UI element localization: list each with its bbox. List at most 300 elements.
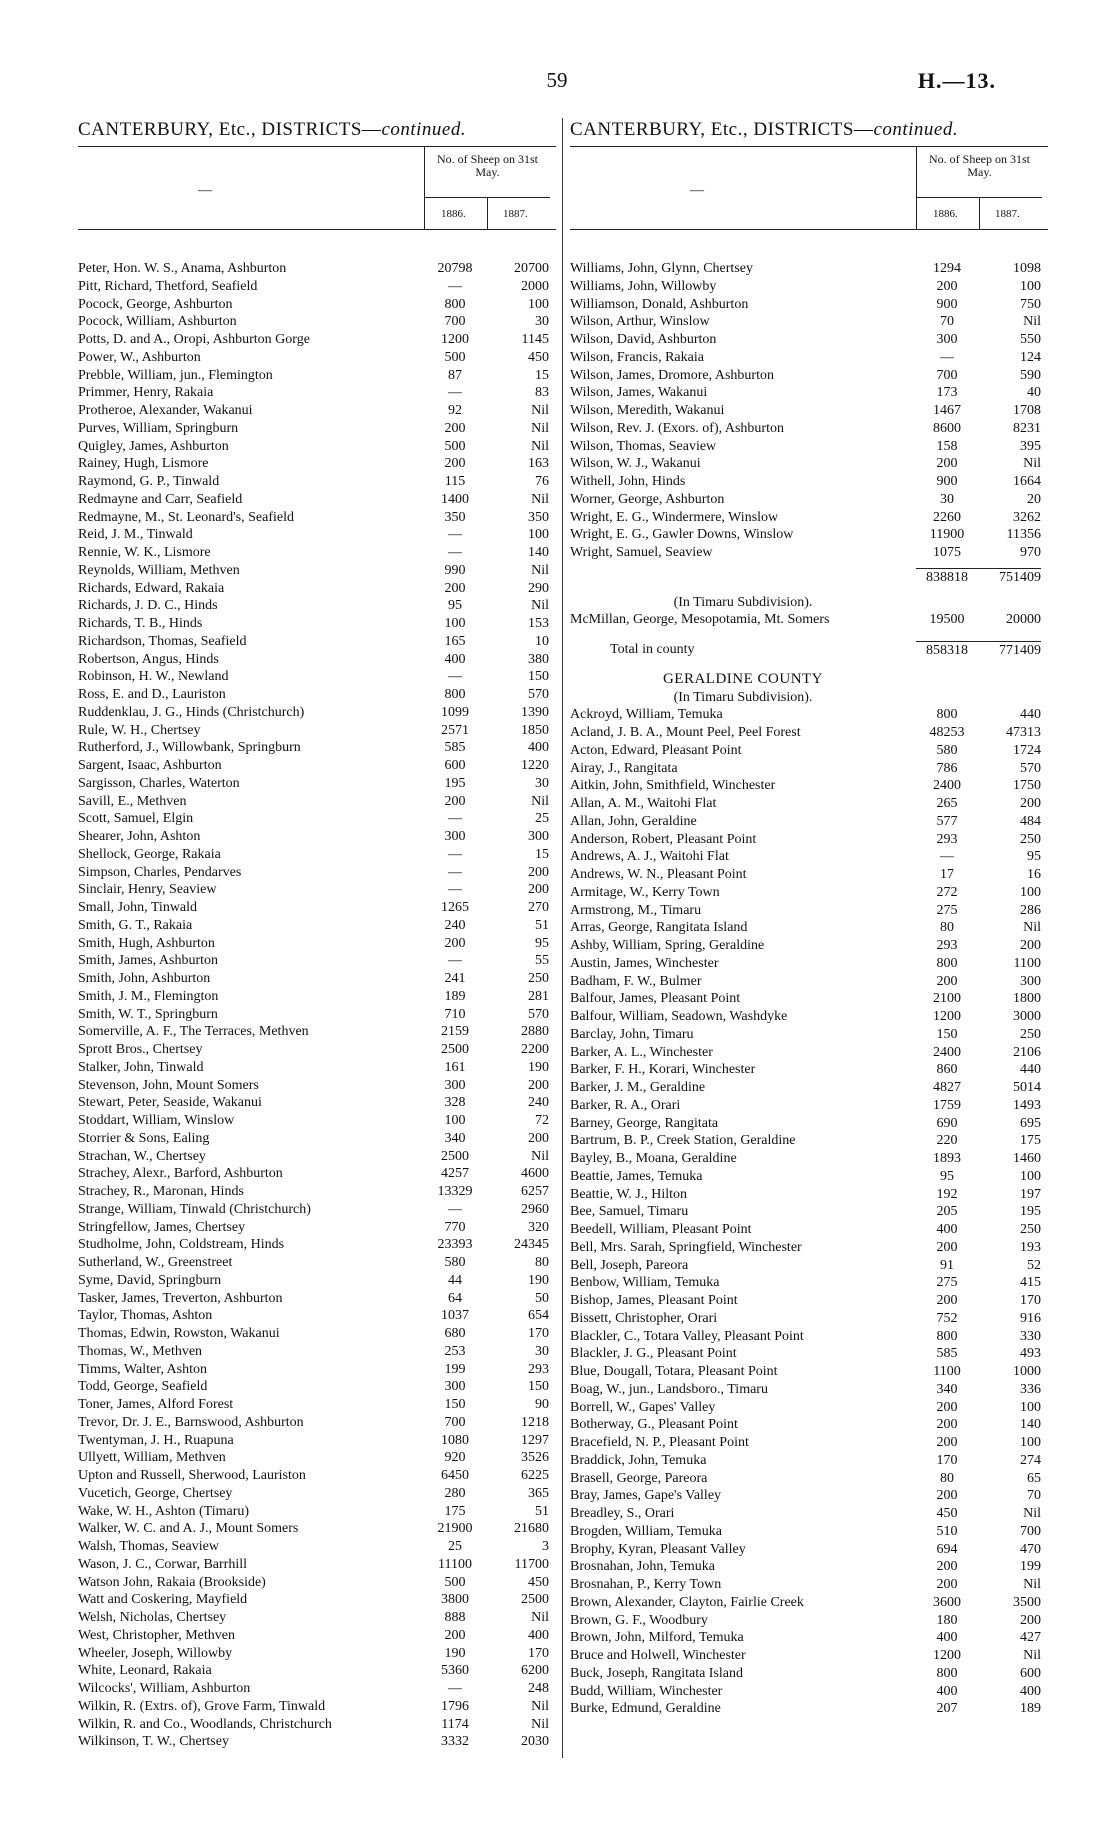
- sheep-1886: 690: [936, 1115, 958, 1131]
- sheep-1886: 710: [444, 1006, 466, 1022]
- sheep-1886: 17: [940, 867, 954, 882]
- sheep-1887: 330: [1020, 1328, 1041, 1344]
- table-row: [570, 990, 1048, 1008]
- sheep-1887: 970: [1020, 545, 1041, 560]
- owner-name: Richards, T. B., Hinds: [78, 616, 203, 631]
- table-row: [570, 1115, 1048, 1133]
- sheep-1887: 274: [1020, 1452, 1041, 1468]
- sheep-1887: 450: [528, 1574, 549, 1590]
- sheep-1886: 3600: [933, 1594, 961, 1610]
- sheep-1887: 3500: [1013, 1594, 1041, 1610]
- sheep-1887: 2000: [521, 278, 549, 294]
- sheep-1886: 500: [444, 1574, 466, 1590]
- sheep-1887: 2106: [1013, 1044, 1041, 1060]
- table-row: [570, 473, 1048, 491]
- sheep-1887: 15: [535, 367, 549, 383]
- sheep-1886: 20798: [437, 261, 473, 276]
- sheep-1887: 100: [1020, 884, 1041, 900]
- table-row: [570, 384, 1048, 402]
- sheep-1886: 888: [444, 1610, 466, 1625]
- left-table-body: [78, 260, 556, 1751]
- sheep-1887: 190: [528, 1272, 549, 1288]
- owner-name: Braddick, John, Temuka: [570, 1452, 707, 1468]
- owner-name: Strachey, Alexr., Barford, Ashburton: [78, 1166, 283, 1182]
- owner-name: Prebble, William, jun., Flemington: [78, 367, 273, 383]
- sheep-1886: 200: [936, 1239, 958, 1255]
- owner-name: Smith, J. M., Flemington: [78, 988, 219, 1004]
- owner-name: Barclay, John, Timaru: [570, 1026, 694, 1042]
- owner-name: Bruce and Holwell, Winchester: [570, 1648, 746, 1663]
- table-row: [78, 899, 556, 917]
- table-row: [570, 955, 1048, 973]
- sheep-1886: 300: [444, 1379, 466, 1395]
- owner-name: Wilson, Meredith, Wakanui: [570, 403, 725, 418]
- sheep-1886: 200: [936, 973, 958, 989]
- owner-name: Reid, J. M., Tinwald: [78, 527, 193, 543]
- sheep-1887: 190: [528, 1059, 549, 1075]
- left-table-header: [78, 146, 556, 230]
- right-year-1887: 1887.: [995, 208, 1020, 220]
- right-rows-group-b: [570, 706, 1048, 1718]
- owner-name: Vucetich, George, Chertsey: [78, 1485, 233, 1501]
- table-row: [570, 544, 1048, 562]
- sheep-1886: 920: [444, 1450, 466, 1466]
- sheep-1886: 207: [936, 1701, 958, 1717]
- table-row: [78, 615, 556, 633]
- sheep-1886: 170: [936, 1452, 958, 1468]
- table-row: [78, 1609, 556, 1627]
- table-row: [78, 1591, 556, 1609]
- owner-name: Burke, Edmund, Geraldine: [570, 1701, 721, 1717]
- table-row: [78, 384, 556, 402]
- sheep-1886: —: [940, 349, 954, 365]
- sheep-1887: 250: [1020, 1026, 1041, 1042]
- owner-name: Watson John, Rakaia (Brookside): [78, 1574, 266, 1590]
- left-title-text: CANTERBURY, Etc., DISTRICTS—: [78, 119, 382, 140]
- table-row: [78, 544, 556, 562]
- owner-name: Stewart, Peter, Seaside, Wakanui: [78, 1095, 262, 1111]
- table-row: [78, 491, 556, 509]
- owner-name: Syme, David, Springburn: [78, 1272, 222, 1288]
- sheep-1886: 8600: [933, 420, 961, 436]
- sheep-1886: 1037: [441, 1308, 469, 1324]
- table-row: [78, 1698, 556, 1716]
- left-header-blank: —: [198, 183, 212, 198]
- sheep-1886: 328: [444, 1095, 466, 1111]
- sheep-1887: 100: [528, 296, 549, 312]
- sheep-1887: 47313: [1006, 725, 1041, 740]
- owner-name: Arras, George, Rangitata Island: [570, 920, 748, 936]
- table-row: [78, 864, 556, 882]
- table-row: [570, 402, 1048, 420]
- sheep-1886: 5360: [441, 1663, 469, 1679]
- sheep-1887: 6257: [521, 1184, 549, 1199]
- owner-name: Barker, J. M., Geraldine: [570, 1080, 706, 1095]
- sheep-1886: 195: [444, 775, 466, 791]
- table-row: [570, 742, 1048, 760]
- sheep-1886: 990: [444, 562, 466, 578]
- sheep-1886: 2500: [441, 1042, 469, 1057]
- sheep-1887: 175: [1020, 1133, 1041, 1149]
- sheep-1886: 1075: [933, 545, 961, 560]
- table-row: [570, 902, 1048, 920]
- table-row: [78, 1556, 556, 1574]
- sheep-1886: 200: [936, 1559, 958, 1575]
- owner-name: Aitkin, John, Smithfield, Winchester: [570, 778, 776, 794]
- owner-name: Scott, Samuel, Elgin: [78, 811, 194, 827]
- sheep-1886: 450: [936, 1506, 958, 1521]
- owner-name: Storrier & Sons, Ealing: [78, 1130, 210, 1146]
- owner-name: Strange, William, Tinwald (Christchurch): [78, 1201, 311, 1217]
- sheep-1886: 220: [936, 1133, 958, 1149]
- sheep-1886: 293: [936, 831, 958, 847]
- sheep-1886: 500: [444, 438, 466, 454]
- sheep-1887: 50: [535, 1290, 549, 1306]
- owner-name: Purves, William, Springburn: [78, 420, 239, 436]
- owner-name: Williams, John, Willowby: [570, 278, 717, 294]
- sheep-1886: 680: [444, 1326, 466, 1341]
- sheep-1886: 1265: [441, 900, 469, 915]
- table-row: [570, 760, 1048, 778]
- owner-name: Brosnahan, John, Temuka: [570, 1559, 715, 1575]
- sheep-1887: 320: [528, 1219, 549, 1235]
- owner-name: Wright, E. G., Gawler Downs, Winslow: [570, 527, 794, 543]
- sheep-1887: Nil: [531, 420, 549, 436]
- sheep-1886: 95: [940, 1168, 954, 1184]
- owner-name: Toner, James, Alford Forest: [78, 1397, 234, 1412]
- table-row: [78, 846, 556, 864]
- owner-name: Shearer, John, Ashton: [78, 829, 201, 844]
- sheep-1886: 1400: [441, 491, 469, 507]
- sheep-1887: 3000: [1013, 1009, 1041, 1024]
- sheep-1887: 450: [528, 349, 549, 365]
- owner-name: Airay, J., Rangitata: [570, 760, 678, 776]
- sheep-1887: Nil: [531, 1698, 549, 1714]
- sheep-1887: 193: [1020, 1239, 1041, 1255]
- table-row: [570, 1416, 1048, 1434]
- left-sheep-caption: No. of Sheep on 31st May.: [437, 152, 538, 179]
- sheep-1887: 493: [1020, 1346, 1041, 1362]
- sheep-1886: 1294: [933, 261, 961, 276]
- table-row: [78, 686, 556, 704]
- mcmillan-row: [570, 611, 1048, 629]
- owner-name: Acland, J. B. A., Mount Peel, Peel Forest: [570, 725, 801, 740]
- right-sheep-caption: No. of Sheep on 31st May.: [929, 152, 1030, 179]
- sheep-1887: 95: [1027, 849, 1041, 865]
- sheep-1886: 1080: [441, 1432, 469, 1448]
- table-row: [78, 668, 556, 686]
- sheep-1886: 800: [936, 707, 958, 723]
- sheep-1886: —: [448, 527, 462, 543]
- sheep-1887: 1664: [1013, 474, 1041, 489]
- sheep-1886: 200: [936, 1435, 958, 1450]
- sheep-1887: 76: [535, 474, 549, 489]
- sheep-1887: 3: [542, 1539, 549, 1554]
- sheep-1886: 2500: [441, 1148, 469, 1164]
- owner-name: Bissett, Christopher, Orari: [570, 1310, 718, 1326]
- table-row: [78, 1023, 556, 1041]
- owner-name: Bartrum, B. P., Creek Station, Geraldine: [570, 1133, 796, 1149]
- table-row: [570, 1310, 1048, 1328]
- owner-name: Small, John, Tinwald: [78, 900, 198, 915]
- sheep-1887: 350: [528, 509, 549, 525]
- sheep-1887: 380: [528, 651, 549, 667]
- owner-name: Andrews, A. J., Waitohi Flat: [570, 849, 729, 865]
- owner-name: Botherway, G., Pleasant Point: [570, 1417, 738, 1433]
- sheep-1887: 65: [1027, 1470, 1041, 1486]
- owner-name: Tasker, James, Treverton, Ashburton: [78, 1290, 283, 1306]
- sheep-1886: 1100: [933, 1364, 961, 1379]
- owner-name: Brasell, George, Pareora: [570, 1470, 708, 1486]
- table-row: [570, 1257, 1048, 1275]
- table-row: [78, 1645, 556, 1663]
- sheep-1886: 180: [936, 1612, 958, 1628]
- sheep-1886: —: [448, 864, 462, 880]
- left-year-divider: [487, 198, 488, 230]
- mcmillan-1886: 19500: [929, 612, 965, 628]
- table-row: [78, 810, 556, 828]
- column-divider: [562, 118, 563, 1758]
- sheep-1886: 150: [444, 1397, 466, 1412]
- mcmillan-name: McMillan, George, Mesopotamia, Mt. Somers: [570, 612, 830, 628]
- sheep-1887: 10: [535, 633, 549, 649]
- sheep-1886: 48253: [929, 725, 965, 740]
- owner-name: Wilson, W. J., Wakanui: [570, 456, 701, 472]
- sheep-1886: —: [448, 846, 462, 862]
- sheep-1887: 570: [1020, 760, 1041, 776]
- owner-name: Pocock, William, Ashburton: [78, 314, 237, 330]
- sheep-1887: 470: [1020, 1541, 1041, 1557]
- sheep-1887: 200: [528, 1130, 549, 1146]
- sheep-1887: 25: [535, 811, 549, 827]
- table-row: [570, 260, 1048, 278]
- right-year-row: [917, 197, 1042, 230]
- table-row: [570, 1328, 1048, 1346]
- owner-name: Upton and Russell, Sherwood, Lauriston: [78, 1468, 306, 1483]
- sheep-1887: 1750: [1013, 778, 1041, 794]
- sheep-1886: 200: [936, 278, 958, 294]
- owner-name: Bishop, James, Pleasant Point: [570, 1293, 738, 1308]
- sheep-1887: Nil: [531, 403, 549, 418]
- owner-name: Robertson, Angus, Hinds: [78, 651, 219, 667]
- sheep-1886: 95: [448, 598, 462, 614]
- sheep-1886: 6450: [441, 1468, 469, 1483]
- sheep-1887: 51: [535, 1503, 549, 1519]
- sheep-1886: 241: [444, 971, 466, 986]
- owner-name: Primmer, Henry, Rakaia: [78, 385, 214, 401]
- table-row: [570, 296, 1048, 314]
- table-row: [78, 1254, 556, 1272]
- sheep-1887: 51: [535, 917, 549, 933]
- table-row: [78, 402, 556, 420]
- sheep-1887: 395: [1020, 438, 1041, 454]
- sheep-1887: 415: [1020, 1275, 1041, 1291]
- sheep-1887: 55: [535, 953, 549, 969]
- owner-name: Wheeler, Joseph, Willowby: [78, 1645, 233, 1661]
- sheep-1887: 5014: [1013, 1080, 1041, 1095]
- table-row: [570, 919, 1048, 937]
- table-row: [78, 633, 556, 651]
- table-row: [78, 526, 556, 544]
- owner-name: Williams, John, Glynn, Chertsey: [570, 261, 753, 276]
- owner-name: Barker, F. H., Korari, Winchester: [570, 1062, 756, 1078]
- table-row: [570, 1381, 1048, 1399]
- owner-name: Wilkin, R. and Co., Woodlands, Christchurch: [78, 1716, 332, 1732]
- mcmillan-1887: 20000: [1006, 612, 1041, 628]
- sheep-1887: Nil: [1023, 1506, 1041, 1521]
- table-row: [78, 597, 556, 615]
- right-year-1886: 1886.: [933, 208, 958, 220]
- table-row: [78, 881, 556, 899]
- sheep-1886: 600: [444, 758, 466, 773]
- sheep-1887: 654: [528, 1308, 549, 1324]
- table-row: [570, 1239, 1048, 1257]
- table-row: [570, 278, 1048, 296]
- sheep-1887: 95: [535, 935, 549, 951]
- table-row: [570, 1665, 1048, 1683]
- sheep-1887: 30: [535, 775, 549, 791]
- table-row: [570, 1558, 1048, 1576]
- table-row: [78, 455, 556, 473]
- sheep-1887: 100: [1020, 1168, 1041, 1184]
- table-row: [570, 1079, 1048, 1097]
- sheep-1886: 340: [936, 1381, 958, 1397]
- owner-name: Balfour, William, Seadown, Washdyke: [570, 1009, 788, 1024]
- owner-name: Richards, Edward, Rakaia: [78, 580, 225, 596]
- owner-name: Sargisson, Charles, Waterton: [78, 775, 240, 791]
- owner-name: Potts, D. and A., Oropi, Ashburton Gorge: [78, 332, 310, 347]
- owner-name: Borrell, W., Gapes' Valley: [570, 1399, 716, 1415]
- owner-name: Smith, G. T., Rakaia: [78, 917, 193, 933]
- table-row: [78, 313, 556, 331]
- sheep-1886: 300: [936, 332, 958, 347]
- table-row: [78, 260, 556, 278]
- table-row: [78, 1662, 556, 1680]
- owner-name: Allan, John, Geraldine: [570, 813, 697, 829]
- sheep-1886: 192: [936, 1186, 958, 1202]
- owner-name: Rutherford, J., Willowbank, Springburn: [78, 740, 301, 756]
- sheep-1887: 90: [535, 1397, 549, 1412]
- table-row: [78, 1201, 556, 1219]
- sheep-1886: 3800: [441, 1592, 469, 1608]
- table-row: [570, 1452, 1048, 1470]
- sheep-1887: 15: [535, 846, 549, 862]
- sheep-1887: 1493: [1013, 1097, 1041, 1113]
- owner-name: Watt and Coskering, Mayfield: [78, 1592, 248, 1608]
- sheep-1887: 200: [528, 864, 549, 880]
- sheep-1886: 115: [444, 474, 466, 489]
- sheep-1886: 25: [448, 1539, 462, 1554]
- sheep-1886: 200: [936, 456, 958, 472]
- county-total-row: [570, 641, 1048, 659]
- sheep-1887: 16: [1027, 867, 1041, 882]
- owner-name: Williamson, Donald, Ashburton: [570, 296, 749, 312]
- table-row: [78, 278, 556, 296]
- table-row: [570, 724, 1048, 742]
- owner-name: Smith, W. T., Springburn: [78, 1006, 218, 1022]
- sheep-1887: 1800: [1013, 991, 1041, 1007]
- sheep-1886: 786: [936, 760, 958, 776]
- sheep-1887: Nil: [1023, 1577, 1041, 1592]
- sheep-1887: 170: [1020, 1293, 1041, 1308]
- sheep-1886: 70: [940, 314, 954, 330]
- sheep-1886: 189: [444, 988, 466, 1004]
- owner-name: Welsh, Nicholas, Chertsey: [78, 1610, 227, 1625]
- sheep-1886: 200: [444, 935, 466, 951]
- owner-name: Barney, George, Rangitata: [570, 1115, 719, 1131]
- table-row: [78, 1148, 556, 1166]
- owner-name: Wilson, Thomas, Seaview: [570, 438, 717, 454]
- county-total-1887: 771409: [978, 641, 1041, 660]
- table-row: [570, 795, 1048, 813]
- owner-name: Rule, W. H., Chertsey: [78, 722, 201, 738]
- table-row: [570, 706, 1048, 724]
- sheep-1886: 80: [940, 1470, 954, 1486]
- table-row: [570, 1700, 1048, 1718]
- sheep-1887: 100: [528, 527, 549, 543]
- sheep-1886: 158: [936, 438, 958, 454]
- table-row: [78, 775, 556, 793]
- table-row: [570, 1026, 1048, 1044]
- owner-name: Walsh, Thomas, Seaview: [78, 1539, 219, 1554]
- owner-name: Shellock, George, Rakaia: [78, 846, 221, 862]
- table-row: [78, 1449, 556, 1467]
- sheep-1886: 100: [444, 616, 466, 631]
- sheep-1887: Nil: [531, 793, 549, 809]
- subtotal-row: [570, 568, 1048, 586]
- sheep-1887: 140: [1020, 1417, 1041, 1433]
- table-row: [78, 1361, 556, 1379]
- sheep-1887: 20: [1027, 491, 1041, 507]
- sheep-1887: 199: [1020, 1559, 1041, 1575]
- sheep-1886: 770: [444, 1219, 466, 1235]
- sheep-1886: 350: [444, 509, 466, 525]
- sheep-1886: 400: [936, 1630, 958, 1646]
- owner-name: Breadley, S., Orari: [570, 1506, 675, 1521]
- table-row: [78, 473, 556, 491]
- owner-name: Wilcocks', William, Ashburton: [78, 1681, 251, 1696]
- table-row: [570, 420, 1048, 438]
- sheep-1887: 1850: [521, 722, 549, 738]
- table-row: [570, 526, 1048, 544]
- table-row: [78, 1219, 556, 1237]
- sheep-1887: 916: [1020, 1310, 1041, 1326]
- sheep-1886: 500: [444, 349, 466, 365]
- table-row: [78, 1112, 556, 1130]
- table-row: [78, 580, 556, 598]
- sheep-1886: 13329: [437, 1184, 473, 1199]
- owner-name: Wilson, Arthur, Winslow: [570, 314, 710, 330]
- owner-name: Wason, J. C., Corwar, Barrhill: [78, 1556, 248, 1572]
- right-sheep-header: [916, 147, 1042, 229]
- sheep-1887: 197: [1020, 1186, 1041, 1202]
- sheep-1887: 2960: [521, 1201, 549, 1217]
- sheep-1887: 750: [1020, 296, 1041, 312]
- owner-name: Brown, Alexander, Clayton, Fairlie Creek: [570, 1594, 804, 1610]
- sheep-1886: 200: [444, 1627, 466, 1643]
- table-row: [570, 1523, 1048, 1541]
- sheep-1886: 44: [448, 1272, 462, 1288]
- owner-name: Armstrong, M., Timaru: [570, 902, 702, 918]
- sheep-1887: 72: [535, 1113, 549, 1128]
- table-row: [570, 1505, 1048, 1523]
- sheep-1886: 1099: [441, 704, 469, 720]
- sheep-1887: 21680: [514, 1521, 549, 1537]
- table-row: [78, 1396, 556, 1414]
- table-row: [78, 952, 556, 970]
- sheep-1886: 200: [936, 1417, 958, 1433]
- table-row: [570, 1274, 1048, 1292]
